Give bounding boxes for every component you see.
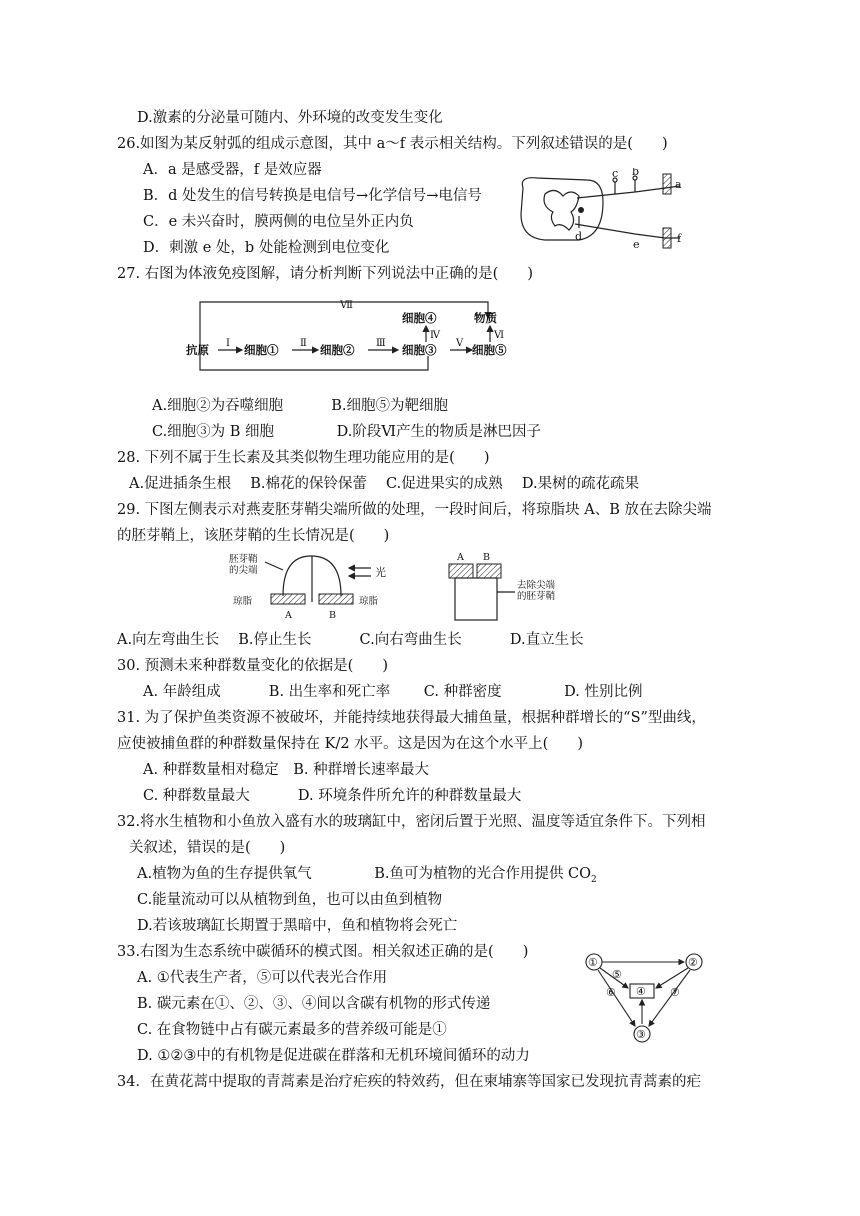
- arrow-2-to-4: [656, 968, 688, 988]
- reflex-arc-diagram: [515, 168, 700, 260]
- synapse-d: [578, 207, 584, 213]
- top-label-B: B: [483, 552, 490, 563]
- spinal-cord-section: [521, 178, 603, 240]
- question-32-option-d: D.若该玻璃缸长期置于黑暗中，鱼和植物将会死亡: [137, 918, 458, 934]
- tip-label-line1: 胚芽鞘: [229, 554, 258, 565]
- question-29-stem: 29. 下图左侧表示对燕麦胚芽鞘尖端所做的处理，一段时间后，将琼脂块 A、B 放在去除尖端: [117, 502, 712, 518]
- question-33-stem: 33.右图为生态系统中碳循环的模式图。相关叙述正确的是( ): [117, 944, 529, 960]
- question-34-stem: 34．在黄花蒿中提取的青蒿素是治疗疟疾的特效药，但在柬埔寨等国家已发现抗青蒿素的疟: [117, 1074, 701, 1090]
- label-B: B: [329, 610, 336, 621]
- question-28-options: A.促进插条生根 B.棉花的保铃保蕾 C.促进果实的成熟 D.果树的疏花疏果: [129, 476, 640, 492]
- cell3-label: 细胞③: [402, 343, 437, 357]
- question-33-option-b: B. 碳元素在①、②、③、④间以含碳有机物的形式传递: [137, 996, 491, 1012]
- receptor-a: [663, 174, 671, 194]
- question-31-options-ab: A. 种群数量相对稳定 B. 种群增长速率最大: [143, 762, 430, 778]
- question-31-stem-cont: 应使被捕鱼群的种群数量保持在 K/2 水平。这是因为在这个水平上( ): [117, 736, 583, 752]
- stage-3-label: Ⅲ: [376, 338, 386, 349]
- humoral-immunity-diagram: [180, 292, 520, 378]
- question-32-stem: 32.将水生植物和小鱼放入盛有水的玻璃缸中，密闭后置于光照、温度等适宜条件下。下列相: [117, 814, 706, 830]
- antigen-to-cell3-path: [200, 352, 428, 370]
- decapitated-label-line2: 的胚芽鞘: [517, 591, 556, 602]
- question-26-option-c: C．e 未兴奋时，膜两侧的电位呈外正内负: [143, 214, 414, 230]
- agar-block-a-on-top: [449, 564, 473, 578]
- agar-block-a: [271, 594, 305, 604]
- effector-f: [663, 228, 671, 248]
- question-32-options-ab: A.植物为鱼的生存提供氧气 B.鱼可为植物的光合作用提供 $CO_2$: [137, 866, 597, 885]
- label-b: b: [632, 168, 640, 178]
- stage-5-label: Ⅴ: [456, 338, 464, 349]
- subscript-2: 2: [591, 874, 597, 885]
- label-5: ⑤: [612, 968, 622, 981]
- question-31-options-cd: C. 种群数量最大 D. 环境条件所允许的种群数量最大: [143, 788, 522, 804]
- question-29-stem-cont: 的胚芽鞘上，该胚芽鞘的生长情况是( ): [117, 528, 390, 544]
- coleoptile-experiment-diagram: [225, 548, 585, 626]
- agar-label-left: 琼脂: [233, 596, 253, 607]
- question-32-option-c: C.能量流动可以从植物到鱼，也可以由鱼到植物: [137, 892, 443, 908]
- tip-pointer: [265, 562, 283, 570]
- node-3-label: ③: [636, 1028, 646, 1041]
- question-33-option-d: D. ①②③中的有机物是促进碳在群落和无机环境间循环的动力: [137, 1048, 530, 1064]
- question-26-stem: 26.如图为某反射弧的组成示意图，其中 a～f 表示相关结构。下列叙述错误的是( ): [117, 136, 668, 152]
- question-31-stem: 31. 为了保护鱼类资源不被破坏，并能持续地获得最大捕鱼量，根据种群增长的“S”型曲线，: [117, 710, 706, 726]
- question-25-option-d: D.激素的分泌量可随内、外环境的改变发生变化: [137, 110, 443, 126]
- question-30-options: A. 年龄组成 B. 出生率和死亡率 C. 种群密度 D. 性别比例: [143, 684, 643, 700]
- label-d: d: [575, 230, 583, 243]
- stage-6-label: Ⅵ: [494, 330, 505, 341]
- label-e: e: [633, 238, 640, 251]
- light-label: 光: [375, 566, 386, 579]
- question-32-stem-cont: 关叙述，错误的是( ): [129, 840, 286, 856]
- question-33-option-c: C. 在食物链中占有碳元素最多的营养级可能是①: [137, 1022, 447, 1038]
- decapitated-coleoptile: [455, 578, 497, 620]
- agar-block-b: [319, 594, 353, 604]
- top-label-A: A: [457, 552, 464, 563]
- question-26-option-b: B．d 处发生的信号转换是电信号→化学信号→电信号: [143, 188, 482, 204]
- label-a: a: [675, 178, 682, 191]
- question-30-stem: 30. 预测未来种群数量变化的依据是( ): [117, 658, 388, 674]
- agar-block-b-on-top: [477, 564, 501, 578]
- label-A: A: [285, 610, 292, 621]
- node-2-label: ②: [688, 956, 698, 969]
- question-26-option-a: A．a 是感受器，f 是效应器: [143, 162, 322, 178]
- question-28-stem: 28. 下列不属于生长素及其类似物生理功能应用的是( ): [117, 450, 490, 466]
- decapitated-label-line1: 去除尖端: [517, 580, 556, 591]
- question-29-options: A.向左弯曲生长 B.停止生长 C.向右弯曲生长 D.直立生长: [117, 632, 584, 648]
- node-4-label: ④: [636, 985, 646, 998]
- antigen-label: 抗原: [186, 343, 209, 357]
- label-7: ⑦: [670, 986, 680, 999]
- question-27-options-ab: A.细胞②为吞噬细胞 B.细胞⑤为靶细胞: [152, 398, 448, 414]
- cell2-label: 细胞②: [320, 343, 355, 357]
- cell1-label: 细胞①: [244, 343, 279, 357]
- label-f: f: [677, 232, 682, 245]
- cell4-label: 细胞④: [402, 311, 437, 325]
- question-26-option-d: D．刺激 e 处，b 处能检测到电位变化: [143, 240, 390, 256]
- question-27-stem: 27. 右图为体液免疫图解，请分析判断下列说法中正确的是( ): [117, 266, 533, 282]
- node-1-label: ①: [588, 956, 598, 969]
- agar-label-right: 琼脂: [359, 596, 379, 607]
- question-33-option-a: A. ①代表生产者，⑤可以代表光合作用: [137, 970, 388, 986]
- gray-matter: [544, 190, 579, 230]
- cell5-label: 细胞⑤: [472, 343, 507, 357]
- label-c: c: [612, 168, 619, 180]
- substance-label: 物质: [474, 311, 497, 325]
- tip-label-line2: 的尖端: [229, 565, 258, 576]
- question-27-options-cd: C.细胞③为 B 细胞 D.阶段Ⅵ产生的物质是淋巴因子: [152, 424, 541, 440]
- stage-2-label: Ⅱ: [300, 338, 307, 349]
- stage-1-label: Ⅰ: [226, 338, 230, 349]
- stage-7-label: Ⅶ: [340, 300, 353, 311]
- carbon-cycle-diagram: [580, 950, 710, 1046]
- label-6: ⑥: [606, 986, 616, 999]
- stage-4-label: Ⅳ: [430, 330, 440, 341]
